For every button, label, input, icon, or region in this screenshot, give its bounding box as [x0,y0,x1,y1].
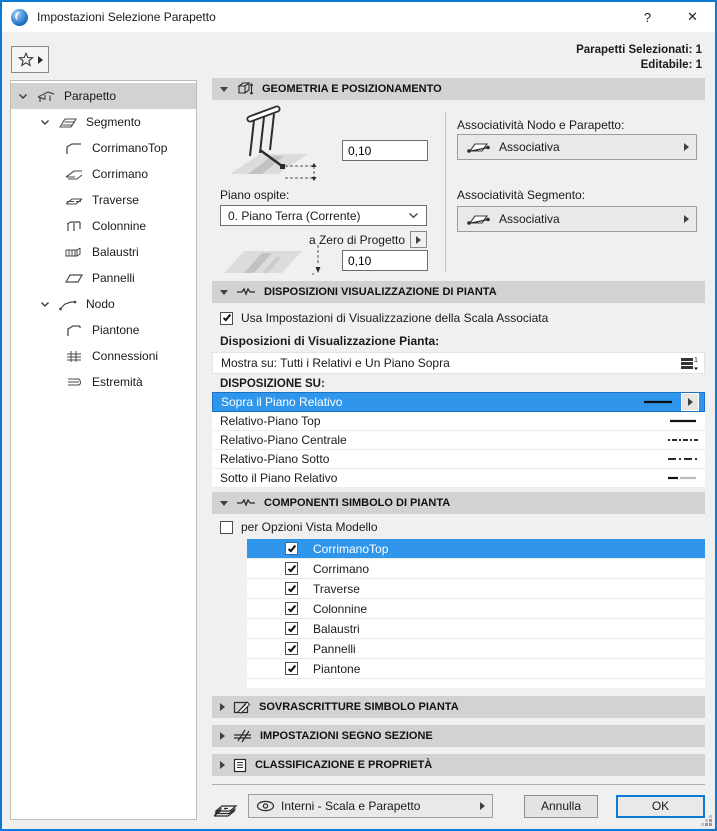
tree-item-label: Nodo [86,297,115,311]
star-icon [18,52,34,67]
end-icon [63,375,85,390]
check-icon [287,663,295,672]
mvo-row [220,520,705,534]
favorites-button[interactable] [11,46,49,73]
chevron-down-icon[interactable] [18,93,28,100]
component-row[interactable] [247,559,705,579]
associative-icon [465,139,491,155]
segment-icon [57,115,79,130]
rails-icon [63,193,85,208]
row-label: Relativo-Piano Sotto [220,452,330,466]
node-icon [57,297,79,312]
collapse-arrow-icon [220,703,225,711]
collapse-arrow-icon [220,761,225,769]
component-checkbox[interactable] [285,602,298,615]
tree-item-label: Balaustri [92,245,139,259]
railing-height-illustration [226,104,321,190]
zero-reference-label: a Zero di Progetto [308,232,405,247]
panel-icon [63,271,85,286]
check-icon [287,603,295,612]
footer-divider [212,784,705,785]
flyout-arrow-icon [684,215,689,223]
section-title: COMPONENTI SIMBOLO DI PIANTA [264,497,451,509]
component-label: Traverse [313,581,360,596]
archicad-logo-icon [11,9,28,26]
display-on-row[interactable] [212,392,705,412]
component-label: Balaustri [313,621,360,636]
tree-item-nodo[interactable] [11,291,196,317]
display-on-row[interactable] [212,450,705,469]
flyout-arrow-icon [480,802,485,810]
flyout-arrow-icon [688,398,693,406]
tree-item-label: CorrimanoTop [92,141,168,155]
tree-item-label: Segmento [86,115,141,129]
assoc-node-button[interactable] [457,134,697,160]
geometry-divider [445,112,446,272]
settings-panel [212,78,705,818]
inner-post-icon [63,219,85,234]
flyout-arrow-icon [684,143,689,151]
section-plan-display-header[interactable] [212,281,705,303]
display-on-list [212,392,705,488]
linetype-solid-icon [642,398,676,406]
component-checkbox[interactable] [285,542,298,555]
close-button[interactable]: ✕ [687,9,698,24]
check-icon [222,313,230,322]
eye-icon [256,800,275,812]
linetype-dashed-icon [666,436,700,444]
component-label: CorrimanoTop [313,541,389,556]
host-story-value: 0. Piano Terra (Corrente) [228,208,361,223]
tree-item-connessioni[interactable] [11,343,196,369]
component-tree [10,80,197,820]
tree-item-label: Parapetto [64,89,117,103]
component-row[interactable] [247,659,705,679]
section-geometry-header[interactable] [212,78,705,100]
section-classification-header[interactable] [212,754,705,776]
component-checkbox[interactable] [285,622,298,635]
stories-icon [680,355,699,371]
tree-item-parapetto[interactable] [11,83,196,109]
assoc-segment-value: Associativa [499,212,560,226]
section-title: SOVRASCRITTURE SIMBOLO PIANTA [259,701,459,713]
slab-offset-illustration [222,243,334,277]
layer-button[interactable] [248,794,493,818]
use-assoc-scale-label: Usa Impostazioni di Visualizzazione della Scala Associata [241,311,549,325]
layers-icon [212,795,240,817]
connections-icon [63,349,85,364]
mvo-checkbox[interactable] [220,521,233,534]
assoc-segment-button[interactable] [457,206,697,232]
component-checkbox[interactable] [285,582,298,595]
component-label: Corrimano [313,561,370,576]
component-label: Colonnine [313,601,368,616]
row-label: Sopra il Piano Relativo [221,395,343,409]
host-story-select[interactable] [220,205,427,226]
chevron-down-icon[interactable] [40,301,50,308]
linetype-solid-icon [666,417,700,425]
use-assoc-scale-checkbox[interactable] [220,312,233,325]
section-title: GEOMETRIA E POSIZIONAMENTO [262,83,442,95]
top-offset-input[interactable] [342,140,428,161]
component-checkbox[interactable] [285,662,298,675]
footer [212,794,705,818]
chevron-down-icon [408,212,419,219]
component-row[interactable] [247,599,705,619]
zero-reference-button[interactable] [410,231,427,248]
component-row[interactable] [247,579,705,599]
collapse-arrow-icon [220,290,228,295]
railing-icon [35,89,57,104]
tree-item-corrimano[interactable] [11,161,196,187]
component-row[interactable] [247,639,705,659]
component-checkbox[interactable] [285,642,298,655]
assoc-node-label: Associatività Nodo e Parapetto: [457,118,625,132]
editable-count: Editabile: 1 [640,59,702,71]
linetype-dash-fade-icon [666,474,700,482]
use-assoc-scale-row [220,311,705,325]
tree-item-label: Traverse [92,193,139,207]
layer-value: Interni - Scala e Parapetto [281,799,421,813]
tree-item-colonnine[interactable] [11,213,196,239]
host-story-label: Piano ospite: [220,188,290,202]
tree-item-label: Colonnine [92,219,147,233]
check-icon [287,563,295,572]
tree-item-traverse[interactable] [11,187,196,213]
display-on-row[interactable] [212,431,705,450]
component-checkbox[interactable] [285,562,298,575]
component-label: Piantone [313,661,361,676]
associative-icon [465,211,491,227]
collapse-arrow-icon [220,87,228,92]
tree-item-balaustri[interactable] [11,239,196,265]
tree-item-segmento[interactable] [11,109,196,135]
show-on-stories-value: Mostra su: Tutti i Relativi e Un Piano Sopra [221,356,450,370]
display-on-row[interactable] [212,469,705,488]
chevron-down-icon[interactable] [40,119,50,126]
section-title: IMPOSTAZIONI SEGNO SEZIONE [260,730,433,742]
row-label: Relativo-Piano Centrale [220,433,347,447]
tree-item-estremita[interactable] [11,369,196,395]
display-on-row[interactable] [212,412,705,431]
section-overrides-header[interactable] [212,696,705,718]
check-icon [287,623,295,632]
section-section-mark-header[interactable] [212,725,705,747]
flyout-arrow-icon [416,236,421,244]
geometry-panel [212,100,705,281]
geometry-position-icon [236,81,254,97]
tree-item-label: Estremità [92,375,143,389]
component-row[interactable] [247,619,705,639]
components-list-spacer [247,679,705,688]
document-icon [233,758,247,773]
collapse-arrow-icon [220,732,225,740]
tree-item-label: Pannelli [92,271,135,285]
check-icon [287,643,295,652]
assoc-segment-label: Associatività Segmento: [457,188,586,202]
post-icon [63,323,85,338]
linetype-dash-dot-icon [666,455,700,463]
tree-item-piantone[interactable] [11,317,196,343]
row-label: Relativo-Piano Top [220,414,321,428]
bottom-offset-input[interactable] [342,250,428,271]
flyout-arrow-icon [38,56,43,64]
override-icon [233,700,251,715]
section-title: DISPOSIZIONI VISUALIZZAZIONE DI PIANTA [264,286,497,298]
tree-item-label: Corrimano [92,167,149,181]
assoc-node-value: Associativa [499,140,560,154]
display-on-label: DISPOSIZIONE SU: [220,378,325,390]
linetype-flyout-button[interactable] [681,393,699,411]
components-list [247,539,705,688]
selected-count: Parapetti Selezionati: 1 [576,44,702,56]
show-on-stories-row[interactable] [212,352,705,374]
section-components-header[interactable] [212,492,705,514]
check-icon [287,583,295,592]
titlebar [2,2,715,32]
component-row[interactable] [247,539,705,559]
resize-grip[interactable] [709,823,712,826]
baluster-icon [63,245,85,260]
tree-item-pannelli[interactable] [11,265,196,291]
svg-text:1: 1 [694,357,698,364]
plan-display-settings-label: Disposizioni di Visualizzazione Pianta: [220,334,440,348]
collapse-arrow-icon [220,501,228,506]
handrail-icon [63,167,85,182]
plan-display-icon [236,287,256,297]
tree-item-label: Connessioni [92,349,159,363]
top-rail-icon [63,141,85,156]
component-label: Pannelli [313,641,356,656]
section-mark-icon [233,729,252,743]
help-button[interactable]: ? [643,9,652,25]
tree-item-label: Piantone [92,323,140,337]
section-title: CLASSIFICAZIONE E PROPRIETÀ [255,759,433,771]
mvo-label: per Opzioni Vista Modello [241,520,378,534]
row-label: Sotto il Piano Relativo [220,471,338,485]
check-icon [287,543,295,552]
components-icon [236,498,256,508]
tree-item-corrimanotop[interactable] [11,135,196,161]
selection-info [576,43,702,73]
cancel-button[interactable]: Annulla [524,795,598,818]
window-title: Impostazioni Selezione Parapetto [37,10,216,24]
ok-button[interactable]: OK [616,795,705,818]
